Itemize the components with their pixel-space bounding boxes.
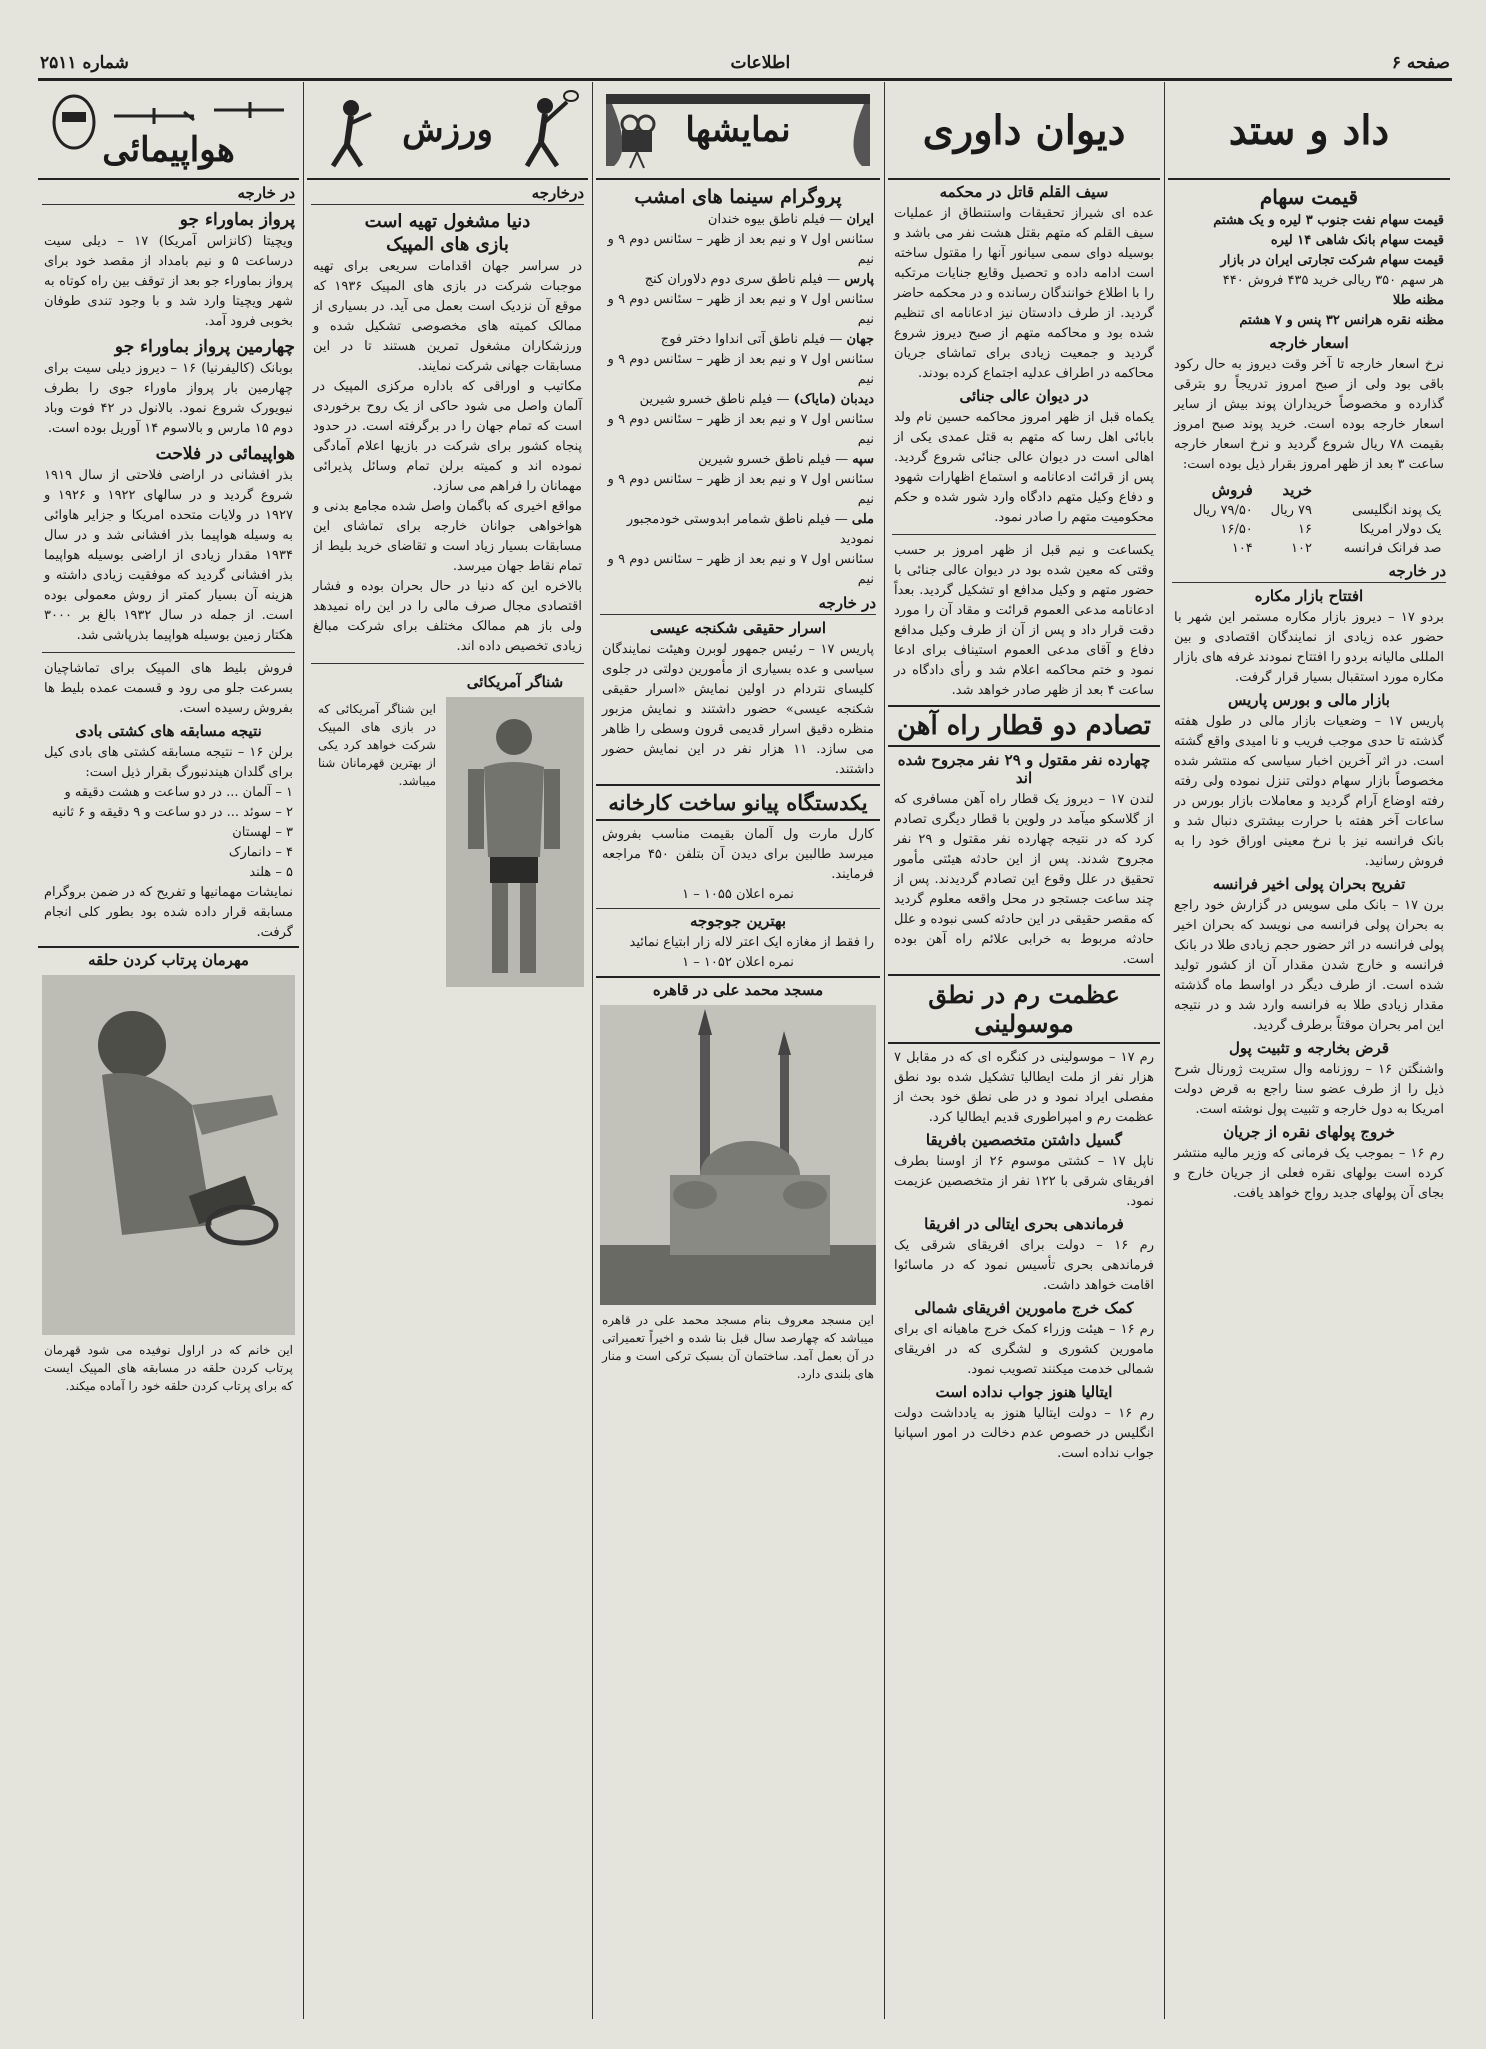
- article-headline: پرواز بماوراء جو: [179, 210, 295, 230]
- price-line: قیمت سهام نفت جنوب ۳ لیره و یک هشتم: [1213, 213, 1444, 228]
- table-row: [1174, 520, 1445, 539]
- article-headline: فرماندهی بحری ایتالی در افریقا: [924, 1215, 1124, 1233]
- film-title: فیلم ناطق خسرو شیرین: [639, 392, 773, 407]
- top-rule: [38, 78, 1452, 81]
- result-line: ۱ – آلمان ... در دو ساعت و هشت دقیقه و: [64, 785, 293, 800]
- show-times: سئانس اول ۷ و نیم بعد از ظهر – سئانس دوم ۹ و نیم: [607, 292, 874, 327]
- article-body: برلن ۱۶ – نتیجه مسابقه کشتی های بادی کیل برای گلدان هیندنبورگ بقرار ذیل است:: [44, 745, 294, 780]
- section-banner-shows: [596, 82, 880, 180]
- ad-number: نمره اعلان ۱۰۵۲ – ۱: [682, 955, 794, 970]
- page-number: صفحه ۶: [1391, 53, 1450, 73]
- mussolini-headline: عظمت رم در نطق موسولینی: [888, 974, 1160, 1044]
- article-body: رم ۱۶ – هیئت وزراء کمک خرج ماهیانه ای برای مامورین کشوری و لشگری که در افریقای شمالی خدمت میکنند تصویب نمود.: [894, 1322, 1155, 1377]
- article-headline: ایتالیا هنوز جواب نداده است: [935, 1383, 1113, 1401]
- table-row: [1174, 539, 1445, 558]
- article-body: پاریس ۱۷ – رئیس جمهور لوبرن وهیئت نمایندگان سیاسی و عده بسیاری از مأمورین دولتی در جلوی کلیسای نتردام در اولین نمایش «اسرار حقیقی شکنجه عیسی» حضور داشتند و نمایش مزبور منظره دقیق اسرار قدیمی قرون وسطی را ظاهر می سازد. ۱۱ هزار نفر در این نمایش حضور داشتند.: [602, 642, 875, 777]
- film-title: فیلم ناطق شمامر ابدوستی خودمجبور نمودید: [626, 512, 874, 547]
- film-title: فیلم ناطق سری دوم دلاوران کنج: [644, 272, 823, 287]
- section-abroad: در خارجه: [42, 184, 295, 205]
- table-cell: ۱۶: [1298, 522, 1312, 537]
- cinema-name: ملی: [851, 512, 874, 527]
- article-headline: هواپیمائی در فلاحت: [155, 444, 295, 464]
- article-body: رم ۱۶ – دولت ایتالیا هنوز به یادداشت دولت انگلیس در خصوص عدم دخالت در امور اسپانیا جواب نداده است.: [894, 1406, 1154, 1461]
- table-cell: ۱۶/۵۰: [1220, 522, 1253, 537]
- price-line: قیمت سهام شرکت تجارتی ایران در بازار: [1220, 253, 1444, 268]
- table-cell: ۷۹/۵۰ ریال: [1193, 503, 1253, 518]
- section-abroad: در خارجه: [600, 594, 876, 615]
- film-title: فیلم ناطق آتی انداوا دختر فوج: [660, 332, 826, 347]
- article-body: رم ۱۶ – بموجب یک فرمانی که وزیر مالیه منتشر کرده است بولهای نقره فعلی از جریان خارج و بجای آن پولهای جدید رواج خواهد یافت.: [1174, 1146, 1444, 1201]
- ring-thrower-photo: [42, 975, 295, 1335]
- photo-row: [307, 670, 588, 993]
- result-line: ۴ – دانمارک: [228, 845, 293, 860]
- mosque-photo-caption: این مسجد معروف بنام مسجد محمد علی در قاهره میباشد که چهارصد سال قبل بنا شده و اخیراً تعمیراتی در آن بعمل آمد. ساختمان آن بسبک ترکی است و منار های بلندی دارد.: [602, 1313, 874, 1381]
- table-header: خرید: [1282, 481, 1312, 499]
- article-body: یکماه قبل از ظهر امروز محاکمه حسین نام ولد بابائی اهل رسا که متهم به قتل عمدی یکی از اهالی است در دیوان عالی جنائی شروع گردید. پس از قرائت ادعانامه و استماع اظهارات شهود و دفاع وکیل متهم دادگاه وارد شور شده و حکم محکومیت متهم را صادر نمود.: [894, 410, 1154, 525]
- running-head: [40, 50, 1450, 76]
- result-line: ۳ – لهستان: [232, 825, 293, 840]
- article-body: پاریس ۱۷ – وضعیات بازار مالی در طول هفته گذشته تا حدی موجب فریب و نا امیدی واقع گشته است. در اثر آخرین اخبار سیاسی که منتشر شده مخصوصاً بازار سهام دولتی تنزل نموده ولی رفته رفته اوضاع آرام گردید و معاملات بازار بورس در ساعات آخر هفته با حرارت بیشتری دنبال شد و بانک فرانسه نیز با نرخ معینی اوراق خود را به فروش رسانید.: [1174, 714, 1444, 869]
- price-line: مظنه نقره هرانس ۳۲ پنس و ۷ هشتم: [1239, 313, 1444, 328]
- column-sports: [307, 82, 588, 2019]
- mosque-photo: [600, 1005, 876, 1305]
- column-rule: [303, 82, 304, 2019]
- swimmer-photo-caption: این شناگر آمریکائی که در بازی های المپیک شرکت خواهد کرد یکی از بهترین قهرمانان شنا میباشد.: [318, 702, 436, 788]
- fx-text: نرخ اسعار خارجه تا آخر وقت دیروز به حال رکود باقی بود ولی از صبح امروز تدریجاً رو بترقی گذارده و مخصوصاً خریداران پوند بیش از سایر اسعار خارجه بوده است. خرید پوند صبح امروز بقیمت ۷۸ ریال شروع گردید و نرخ اسعار خارجه ساعت ۳ بعد از ظهر امروز بقرار ذیل بوده است:: [1174, 357, 1444, 472]
- column-shows: نمایشها پروگرام سینما های امشب ایران — فیلم ناطق بیوه خندان سئانس اول ۷ و نیم بعد از ظهر – سئانس دوم ۹ و نیم پارس — فیلم ناطق سری دوم دلاوران کنج سئانس اول ۷ و نیم بعد از ظهر – سئانس دوم ۹ و نیم جهان — فیلم ناطق آتی انداوا دختر فوج سئانس اول ۷ و نیم بعد از ظهر – سئانس دوم ۹ و نیم دیدبان (مایاک) — فیلم ناطق خسرو شیرین سئانس اول ۷ و نیم بعد از ظهر – سئانس دوم ۹ و نیم سپه — فیلم ناطق خسرو شیرین سئانس اول ۷ و نیم بعد از ظهر – سئانس دوم ۹ و نیم ملی — فیلم ناطق شمامر ابدوستی خودمجبور نمودید سئانس اول ۷ و نیم بعد از ظهر – سئانس دوم ۹ و نیم در خارجه اسرار حقیقی شکنجه عیسی پاریس ۱۷ – رئیس جمهور لوبرن وهیئت نمایندگان سیاسی و عده بسیاری از مأمورین دولتی در جلوی کلیسای نتردام در اولین نمایش «اسرار حقیقی شکنجه عیسی» حضور داشتند و نمایش مزبور منظره دقیق اسرار قدیمی قرون وسطی را ظاهر می سازد. ۱۱ هزار نفر در این نمایش حضور داشتند. یکدستگاه پیانو ساخت کارخانه کارل مارت ول آلمان بقیمت مناسب بفروش میرسد طالبین برای دیدن آن بتلفن ۴۵۰ مراجعه فرمایند. نمره اعلان ۱۰۵۵ – ۱ بهترین جوجوجه را فقط از مغازه ایک اعتر لاله زار ابتیاع نمائید نمره اعلان ۱۰۵۲ – ۱ مسجد محمد علی در قاهره این مسجد معروف بنام مسجد محمد علی در قاهره میباشد که چهارصد سال قبل بنا شده و اخیراً تعمیراتی در آن بعمل آمد. ساختمان آن بسبک ترکی است و منار های بلندی دارد.: [596, 82, 880, 2019]
- ad-number: نمره اعلان ۱۰۵۵ – ۱: [682, 887, 794, 902]
- chicks-ad-headline: بهترین جوجوجه: [596, 908, 880, 930]
- result-line: ۵ – هلند: [249, 865, 293, 880]
- issue-number: شماره ۲۵۱۱: [40, 53, 129, 73]
- article-body: ویچیتا (کانزاس آمریکا) ۱۷ – دیلی سیت درساعت ۵ و نیم بامداد از مقصد خود برای پرواز بماوراء جو بعد از توقف بین راه کوتاه به شهر ویچیتا وارد شد و با وجود تندی طوفان بخوبی فرود آمد.: [44, 234, 293, 329]
- section-abroad: در خارجه: [1172, 562, 1446, 583]
- paper-name: اطلاعات: [730, 53, 791, 73]
- show-times: سئانس اول ۷ و نیم بعد از ظهر – سئانس دوم ۹ و نیم: [607, 352, 874, 387]
- swimmer-photo-title: شناگر آمریکائی: [466, 673, 564, 691]
- table-cell: ۱۰۴: [1231, 541, 1253, 556]
- price-line: مظنه طلا: [1392, 293, 1444, 308]
- stock-prices-title: قیمت سهام: [1259, 185, 1359, 209]
- section-banner-aviation: [38, 82, 299, 180]
- swimmer-caption-block: [312, 670, 442, 993]
- chicks-ad-text: را فقط از مغازه ایک اعتر لاله زار ابتیاع نمائید: [629, 935, 874, 950]
- section-banner-sports: [307, 82, 588, 180]
- divider: [42, 652, 295, 653]
- fx-rates-table: [1174, 479, 1445, 558]
- article-body: رم ۱۷ – موسولینی در کنگره ای که در مقابل ۷ هزار نفر از ملت ایطالیا تشکیل شده بود نطق مفصلی ایراد نمود و در طی نطق خود بحث از عظمت رم و امپراطوری قدیم ایطالیا کرد.: [894, 1050, 1154, 1125]
- article-headline: تفریح بحران پولی اخیر فرانسه: [1212, 875, 1406, 893]
- cinema-name: جهان: [846, 332, 874, 347]
- article-body: لندن ۱۷ – دیروز یک قطار راه آهن مسافری که از گلاسکو میآمد در ولوین با قطار دیگری تصادم کرد که در نتیجه چهارده نفر مقتول و ۲۹ نفر مجروح شدند. پس از این حادثه هیئتی مأمور تحقیق در علل وقوع این تصادم گردیدند. پس از چند ساعت جستجو در محل واقعه معلوم گردید که مقصر حقیقی در این حادثه کسی نبوده و علل حادثه مربوط به خرابی علائم راه آهن بوده است.: [894, 792, 1154, 967]
- article-headline: بازار مالی و بورس پاریس: [1228, 691, 1390, 709]
- olympics-subhead: بازی های المپیک: [386, 234, 509, 255]
- article-headline: قرض بخارجه و تثبیت پول: [1228, 1039, 1389, 1057]
- article-body: یکساعت و نیم قبل از ظهر امروز بر حسب وقتی که معین شده بود در دیوان عالی جنائی با حضور متهم و وکیل مدافع او تشکیل گردید. بعداً ادعانامه مدعی العموم قرائت و مقاد آن را مورد دقت قرار داد و پس از آن از طرف وکیل مدافع دفاع و آقای مدعی العموم استیناف برای ادعا نمود و ختم محاکمه اعلام شد و رأی دادگاه در ساعت ۴ بعد از ظهر صادر خواهد شد.: [894, 543, 1154, 698]
- show-times: سئانس اول ۷ و نیم بعد از ظهر – سئانس دوم ۹ و نیم: [607, 552, 874, 587]
- banner-title: ورزش: [402, 110, 493, 150]
- fx-title: اسعار خارجه: [1269, 334, 1349, 352]
- article-body: بالاخره این که دنیا در حال بحران بوده و فشار اقتصادی مجال صرف مالی را در این راه نمیدهد ولی باز هم ممالک مختلف برای شرکت مبالغ زیادی تخصیص داده اند.: [313, 579, 582, 654]
- banner-title: هواپیمائی: [102, 130, 235, 170]
- table-cell: یک پوند انگلیسی: [1352, 503, 1442, 518]
- divider: [892, 534, 1156, 535]
- ring-thrower-photo-caption: این خانم که در اراول نوفیده می شود قهرمان پرتاب کردن حلقه در مسابقه های المپیک ایست که برای پرتاب کردن حلقه خود را آماده میکند.: [44, 1343, 293, 1393]
- cinema-name: دیدبان (مایاک): [793, 392, 874, 407]
- section-banner-trade: [1168, 82, 1450, 180]
- article-headline: افتتاح بازار مکاره: [1254, 587, 1364, 605]
- swimmer-block: [442, 670, 588, 993]
- olympics-headline: دنیا مشغول تهیه است: [364, 211, 531, 232]
- article-headline: سیف القلم قاتل در محکمه: [939, 183, 1109, 201]
- show-times: سئانس اول ۷ و نیم بعد از ظهر – سئانس دوم ۹ و نیم: [607, 232, 874, 267]
- banner-title: نمایشها: [685, 110, 791, 150]
- article-body: عده ای شیراز تحقیقات واستنطاق از عملیات سیف القلم که متهم بقتل هشت نفر می باشد و بوسیله دوای سمی سیانور آنها را مقتول ساخته است ادامه داده و تحصیل وقایع جنایات مرتکبه را با اطلاع خوانندگان رسانده و در محکمه حاضر گردید. از طرف دادستان نیز ادعانامه ای تنظیم شده بود و محاکمه متهم از صبح دیروز شروع گردید و جمعیت زیادی برای تماشای جریان محاکمه در اطراف عدلیه اجتماع کرده بودند.: [894, 206, 1154, 381]
- banner-title: داد و ستد: [1228, 106, 1390, 154]
- table-cell: یک دولار امریکا: [1359, 522, 1442, 537]
- column-rule: [884, 82, 885, 2019]
- divider: [311, 663, 584, 664]
- cinema-name: سپه: [852, 452, 874, 467]
- price-line: قیمت سهام بانک شاهی ۱۴ لیره: [1270, 233, 1444, 248]
- piano-ad-text: کارل مارت ول آلمان بقیمت مناسب بفروش میرسد طالبین برای دیدن آن بتلفن ۴۵۰ مراجعه فرمایند.: [602, 827, 874, 882]
- train-collision-headline: تصادم دو قطار راه آهن: [888, 705, 1160, 747]
- column-rule: [1164, 82, 1165, 2019]
- article-body: در سراسر جهان اقدامات سریعی برای تهیه موجبات شرکت در بازی های المپیک ۱۹۳۶ که موقع آن نزدیک است بعمل می آید. در بسیاری از ممالک کمیته های مخصوصی تشکیل شده و ورزشکاران مشغول تمرین هستند تا در این مسابقات جهانی شرکت نمایند.: [313, 259, 582, 374]
- article-headline: در دیوان عالی جنائی: [959, 387, 1089, 405]
- article-headline: گسیل داشتن متخصصین بافریقا: [925, 1131, 1123, 1149]
- article-headline: نتیجه مسابقه های کشتی بادی: [75, 722, 262, 740]
- article-body: فروش بلیط های المپیک برای تماشاچیان بسرعت جلو می رود و قسمت عمده بلیط ها بفروش رسیده است.: [44, 661, 293, 716]
- article-body: بوبانک (کالیفرنیا) ۱۶ – دیروز دیلی سیت برای چهارمین بار پرواز ماوراء جوی را بطرف نیویورک شروع نمود. بالانول در ۴۲ فوت وباد دوم ۱۵ مارس و بالاسوم ۱۴ آوریل بوده است.: [44, 361, 293, 436]
- article-body: رم ۱۶ – دولت برای افریقای شرقی یک فرماندهی بحری تأسیس نمود که در ماسائوا اقامت خواهد داشت.: [894, 1238, 1154, 1293]
- cinema-name: ایران: [846, 212, 874, 227]
- article-body: ناپل ۱۷ – کشتی موسوم ۲۶ از اوسنا بطرف افریقای شرقی با ۱۲۲ نفر از متخصصین عزیمت نمود.: [894, 1154, 1154, 1209]
- table-cell: ۱۰۲: [1291, 541, 1312, 556]
- column-aviation: [38, 82, 299, 2019]
- table-cell: صد فرانک فرانسه: [1343, 541, 1442, 556]
- column-court: [888, 82, 1160, 2019]
- ring-thrower-photo-title: مهرمان پرتاب کردن حلقه: [38, 946, 299, 969]
- column-rule: [592, 82, 593, 2019]
- show-times: سئانس اول ۷ و نیم بعد از ظهر – سئانس دوم ۹ و نیم: [607, 472, 874, 507]
- article-body: مواقع اخیری که باگمان واصل شده مجامع بدنی و هواخواهی جوانان خارجه برای تماشای این مسابقات بسیار زیاد است و تقاضای خرید بلیط از تمام نقاط جهان میرسد.: [313, 499, 582, 574]
- train-collision-subhead: چهارده نفر مقتول و ۲۹ نفر مجروح شده اند: [897, 751, 1151, 787]
- article-body: مکاتیب و اوراقی که باداره مرکزی المپیک در آلمان واصل می شود حاکی از یک روح برخوردی است که تمام جهان را در برگرفته است. در حدود پنجاه کشور برای شرکت در بازیها اعلام آمادگی نموده اند و کمیته برلن تمام وسائل پذیرائی مهمانان را فراهم می سازد.: [313, 379, 582, 494]
- film-title: فیلم ناطق خسرو شیرین: [698, 452, 831, 467]
- article-headline: کمک خرج مامورین افریقای شمالی: [914, 1299, 1134, 1317]
- result-line: ۲ – سوئد ... در دو ساعت و ۹ دقیقه و ۶ ثانیه: [51, 805, 293, 820]
- piano-ad-headline: یکدستگاه پیانو ساخت کارخانه: [596, 784, 880, 821]
- swimmer-photo: [446, 697, 584, 987]
- article-body: نمایشات مهمانیها و تفریح که در ضمن بروگرام مسابقه قرار داده شده بود بطور کلی انجام گرفت.: [44, 885, 293, 940]
- cinema-name: پارس: [844, 272, 874, 287]
- price-line: هر سهم ۳۵۰ ریالی خرید ۴۳۵ فروش ۴۴۰: [1222, 273, 1444, 288]
- show-times: سئانس اول ۷ و نیم بعد از ظهر – سئانس دوم ۹ و نیم: [607, 412, 874, 447]
- article-headline: اسرار حقیقی شکنجه عیسی: [649, 619, 827, 637]
- table-header: فروش: [1211, 481, 1253, 499]
- article-body: واشنگتن ۱۶ – روزنامه وال ستریت ژورنال شرح ذیل را از طرف عضو سنا راجع به قرض دولت امریکا به دول خارجه و تثبیت پول نوشته است.: [1174, 1062, 1444, 1117]
- table-cell: ۷۹ ریال: [1270, 503, 1312, 518]
- mosque-photo-title: مسجد محمد علی در قاهره: [596, 976, 880, 999]
- ring-thrower-illustration: [42, 975, 295, 1335]
- article-body: بردو ۱۷ – دیروز بازار مکاره مستمر این شهر با حضور عده زیادی از نمایندگان اقتصادی و بین المللی مالیانه بردو را افتتاح نمودند غرفه های بازار مکاره مورد استقبال بسیار قرار گرفت.: [1174, 610, 1444, 685]
- article-headline: چهارمین پرواز بماوراء جو: [114, 337, 295, 357]
- film-title: فیلم ناطق بیوه خندان: [707, 212, 826, 227]
- table-row: [1174, 501, 1445, 520]
- article-body: بذر افشانی در اراضی فلاحتی از سال ۱۹۱۹ شروع گردید و در سالهای ۱۹۲۲ و ۱۹۲۶ و ۱۹۲۷ در ولایات متحده امریکا و جزایر هاوائی به وسیله هواپیما بذر افشانی شد و در سال ۱۹۳۴ مقدار زیادی از اراضی بوسیله هواپیما بذر افشانی گردید که موفقیت زیادی داشته و هزینه آن بسیار کمتر از روش معمولی بوده است. از جمله در سال ۱۹۳۲ بالغ بر ۳۰۰۰ هکتار زمین بوسیله هواپیما بذرپاشی شد.: [44, 468, 293, 643]
- cinema-program-title: پروگرام سینما های امشب: [634, 186, 842, 208]
- table-header-row: [1174, 479, 1445, 501]
- section-abroad: درخارجه: [311, 184, 584, 205]
- section-banner-court: [888, 82, 1160, 180]
- table-header: [1315, 479, 1444, 501]
- column-trade: [1168, 82, 1450, 2019]
- article-body: برن ۱۷ – بانک ملی سویس در گزارش خود راجع به بحران پولی فرانسه می نویسد که بحران اخیر پولی فرانسه در اثر حضور حجم زیادی طلا در بانک فرانسه و خارج شدن مقدار آن از کشور تولید شده است. از طرف دیگر در اواسط ماه گذشته مقدار زیادی طلا به فرانسه وارد شد و در نتیجه این امر بحران موقتاً برطرف گردید.: [1174, 898, 1444, 1033]
- article-headline: خروج پولهای نقره از جریان: [1223, 1123, 1395, 1141]
- banner-title: دیوان داوری: [922, 106, 1126, 154]
- mosque-illustration: [600, 1005, 876, 1305]
- swimmer-illustration: [446, 697, 584, 987]
